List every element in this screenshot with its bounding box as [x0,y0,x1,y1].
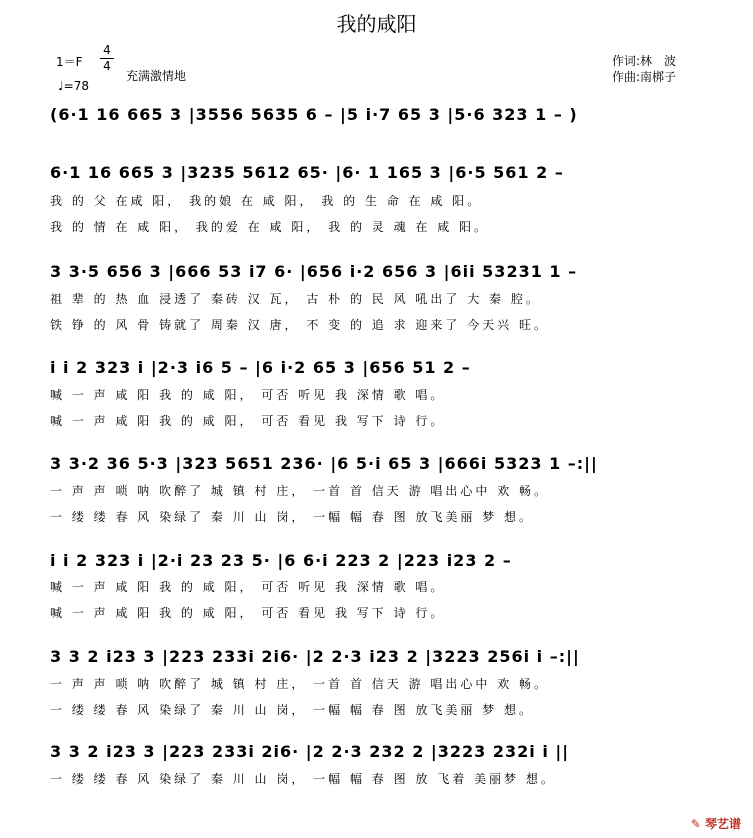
notes-line: i i 2 323 i |2·i 23 23 5· |6 6·i 223 2 |223 i23 2 – [50,551,512,570]
intro-line: (6·1 16 665 3 |3556 5635 6 – |5 i·7 65 3 |5·6 323 1 – ) [50,105,578,124]
watermark-icon: ✎ [690,817,701,831]
key-signature: 1＝F [56,55,83,69]
notes-line: 3 3·2 36 5·3 |323 5651 236· |6 5·i 65 3 |666i 5323 1 –:|| [50,454,598,473]
lyric-line: 我 的 情 在 咸 阳， 我的爱 在 咸 阳， 我 的 灵 魂 在 咸 阳。 [50,220,490,234]
song-title: 我的咸阳 [336,12,417,36]
notes-line: i i 2 323 i |2·3 i6 5 – |6 i·2 65 3 |656 51 2 – [50,358,471,377]
lyric-line: 我 的 父 在咸 阳， 我的娘 在 咸 阳， 我 的 生 命 在 咸 阳。 [50,194,483,208]
lyric-line: 喊 一 声 咸 阳 我 的 咸 阳， 可否 看见 我 写下 诗 行。 [50,606,446,620]
composer: 作曲:南梆子 [612,70,677,84]
time-signature [100,44,114,73]
notes-line: 3 3·5 656 3 |666 53 i7 6· |656 i·2 656 3 |6ii 53231 1 – [50,262,578,281]
lyric-line: 喊 一 声 咸 阳 我 的 咸 阳， 可否 听见 我 深情 歌 唱。 [50,580,446,594]
watermark-text: 琴艺谱 [704,817,741,831]
tempo-mark: ♩=78 [58,79,89,93]
lyric-line: 一 缕 缕 春 风 染绿了 秦 川 山 岗， 一幅 幅 春 图 放飞美丽 梦 想。 [50,703,535,717]
lyric-line: 一 缕 缕 春 风 染绿了 秦 川 山 岗， 一幅 幅 春 图 放飞美丽 梦 想。 [50,510,535,524]
lyric-line: 一 缕 缕 春 风 染绿了 秦 川 山 岗， 一幅 幅 春 图 放 飞着 美丽梦 想。 [50,772,556,786]
lyric-line: 祖 辈 的 热 血 浸透了 秦砖 汉 瓦， 古 朴 的 民 风 吼出了 大 秦 腔。 [50,292,541,306]
notes-line: 3 3 2 i23 3 |223 233i 2i6· |2 2·3 232 2 |3223 232i i || [50,742,570,761]
lyric-line: 喊 一 声 咸 阳 我 的 咸 阳， 可否 听见 我 深情 歌 唱。 [50,388,446,402]
time-sig-top: 4 [103,43,111,57]
mood-mark: 充满激情地 [126,69,187,83]
lyric-line: 铁 铮 的 风 骨 铸就了 周秦 汉 唐， 不 变 的 追 求 迎来了 今天兴 旺。 [50,318,550,332]
notes-line: 3 3 2 i23 3 |223 233i 2i6· |2 2·3 i23 2 |3223 256i i –:|| [50,647,580,666]
time-sig-bottom: 4 [103,59,111,73]
lyric-line: 喊 一 声 咸 阳 我 的 咸 阳， 可否 看见 我 写下 诗 行。 [50,414,446,428]
lyricist: 作词:林 波 [612,54,677,68]
notes-line: 6·1 16 665 3 |3235 5612 65· |6· 1 165 3 |6·5 561 2 – [50,163,564,182]
lyric-line: 一 声 声 唢 呐 吹醉了 城 镇 村 庄， 一首 首 信天 游 唱出心中 欢 畅。 [50,677,550,691]
lyric-line: 一 声 声 唢 呐 吹醉了 城 镇 村 庄， 一首 首 信天 游 唱出心中 欢 畅。 [50,484,550,498]
watermark-logo [691,815,741,832]
